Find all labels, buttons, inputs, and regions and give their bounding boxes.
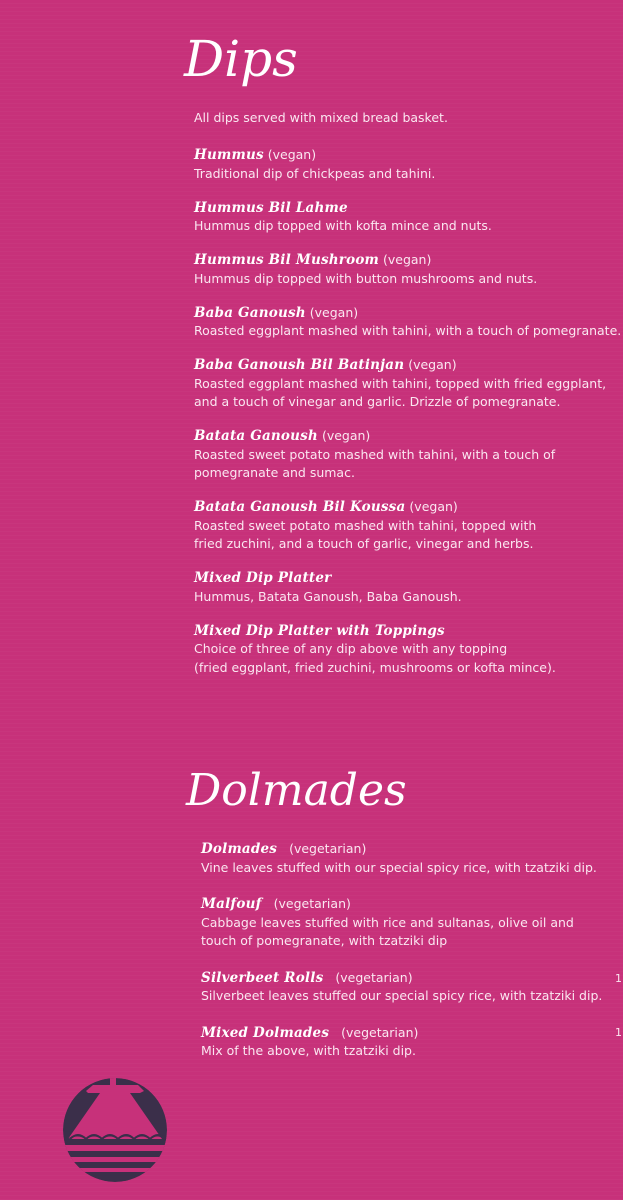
item-note: (vegan)	[267, 147, 317, 162]
item-note: (vegan)	[309, 304, 359, 320]
dips-list	[194, 146, 623, 693]
item-name: Mixed Dip Platter with Toppings	[194, 622, 445, 639]
dolmades-title: Dolmades	[186, 765, 407, 816]
item-name: Batata Ganoush Bil Koussa	[194, 499, 406, 515]
item-description: Vine leaves stuffed with our special spicy rice, with tzatziki dip.	[201, 859, 597, 875]
item-description: Hummus dip topped with button mushrooms and nuts.	[194, 270, 538, 286]
item-note: (vegetarian)	[335, 969, 413, 985]
list-item	[194, 498, 623, 554]
item-name: Batata Ganoush	[194, 428, 318, 444]
item-description: Choice of three of any dip above with any topping (fried eggplant, fried zuchini, mushrooms or kofta mince).	[194, 641, 556, 675]
item-note: (vegan)	[383, 252, 432, 267]
list-item	[201, 895, 623, 951]
list-item	[194, 146, 623, 183]
list-item	[201, 969, 623, 1006]
item-name: Mixed Dolmades	[201, 1024, 330, 1041]
item-description: Roasted eggplant mashed with tahini, topped with fried eggplant, and a touch of vinegar and garlic. Drizzle of pomegranate.	[194, 375, 607, 409]
item-note: (vegan)	[409, 499, 458, 514]
price-fragment: 1	[615, 1026, 622, 1039]
dips-intro: All dips served with mixed bread basket.	[194, 110, 448, 125]
item-note: (vegan)	[321, 428, 371, 443]
item-name: Baba Ganoush Bil Batinjan	[194, 357, 405, 373]
item-name: Dolmades	[201, 841, 278, 857]
item-name: Malfouf	[201, 896, 262, 912]
price-fragment: 1	[615, 972, 622, 985]
item-description: Hummus, Batata Ganoush, Baba Ganoush.	[194, 588, 462, 604]
list-item	[194, 304, 623, 341]
item-note: (vegetarian)	[289, 841, 367, 856]
item-description: Roasted sweet potato mashed with tahini, with a touch of pomegranate and sumac.	[194, 446, 556, 480]
list-item	[201, 1024, 623, 1061]
restaurant-logo	[60, 1075, 170, 1185]
item-description: Silverbeet leaves stuffed our special spicy rice, with tzatziki dip.	[201, 988, 603, 1003]
item-description: Hummus dip topped with kofta mince and nuts.	[194, 218, 492, 233]
dips-title: Dips	[184, 30, 298, 88]
item-name: Hummus	[194, 147, 264, 163]
list-item	[194, 356, 623, 412]
item-description: Roasted eggplant mashed with tahini, with a touch of pomegranate.	[194, 323, 622, 338]
item-note: (vegan)	[408, 357, 457, 372]
item-note: (vegetarian)	[273, 896, 351, 911]
item-name: Hummus Bil Mushroom	[194, 252, 380, 268]
list-item	[201, 840, 623, 877]
item-description: Roasted sweet potato mashed with tahini, topped with fried zuchini, and a touch of garlic, vinegar and herbs.	[194, 517, 537, 551]
item-description: Traditional dip of chickpeas and tahini.	[194, 165, 436, 181]
item-name: Silverbeet Rolls	[201, 969, 324, 986]
item-note: (vegetarian)	[341, 1024, 419, 1040]
item-description: Cabbage leaves stuffed with rice and sultanas, olive oil and touch of pomegranate, with tzatziki dip	[201, 914, 574, 948]
list-item	[194, 569, 623, 606]
list-item	[194, 622, 623, 678]
item-name: Baba Ganoush	[194, 304, 306, 321]
list-item	[194, 199, 623, 236]
dolmades-list	[201, 840, 623, 1079]
item-name: Hummus Bil Lahme	[194, 199, 348, 216]
item-description: Mix of the above, with tzatziki dip.	[201, 1043, 416, 1058]
list-item	[194, 427, 623, 483]
item-name: Mixed Dip Platter	[194, 570, 332, 586]
list-item	[194, 251, 623, 288]
